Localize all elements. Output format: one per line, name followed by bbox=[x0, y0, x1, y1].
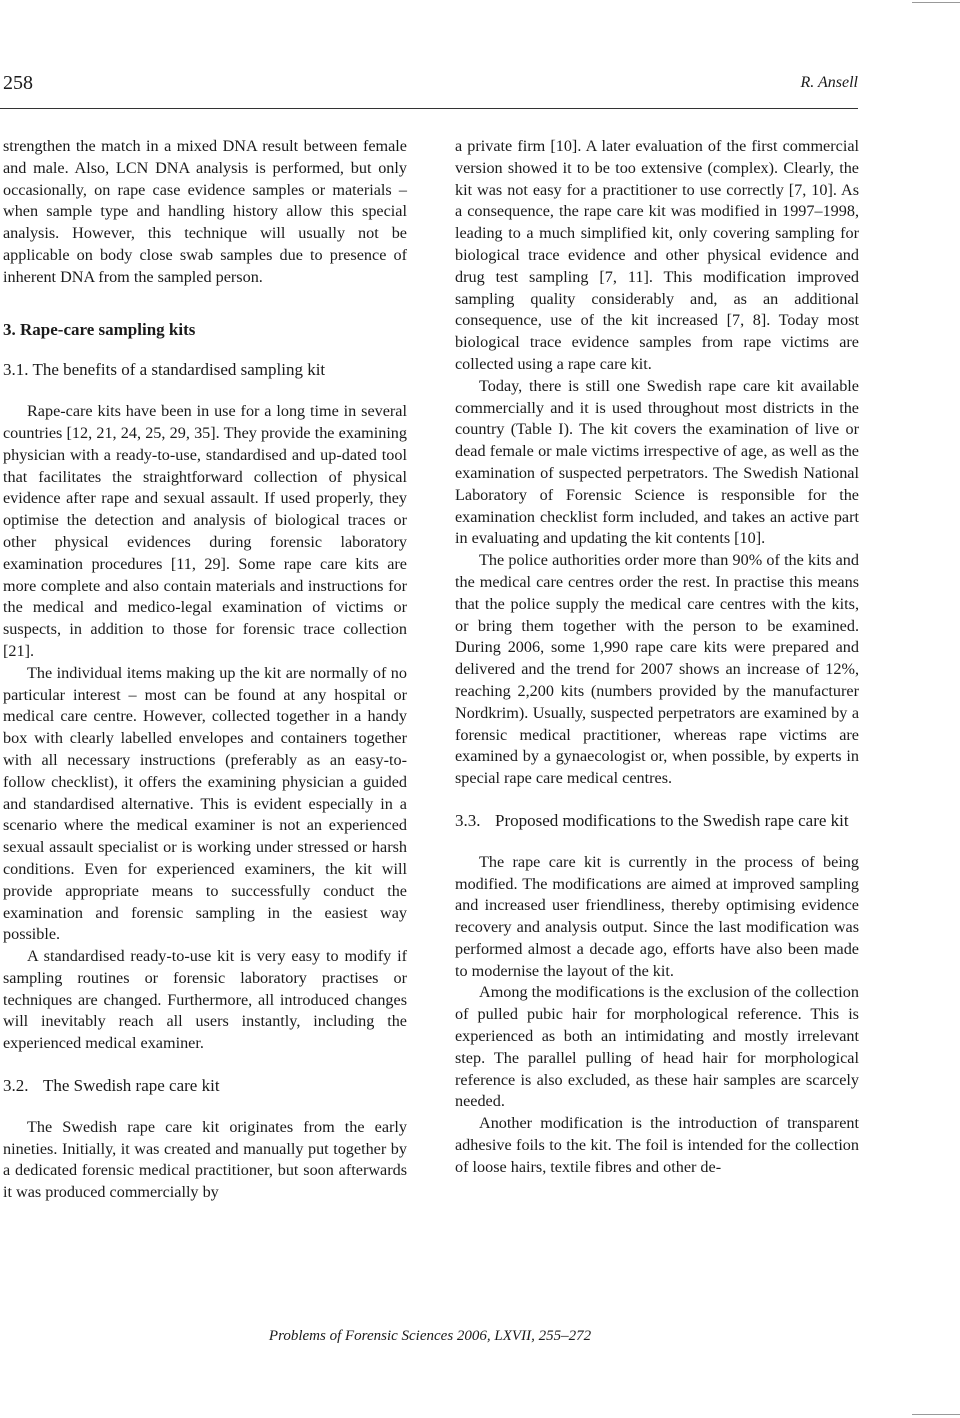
running-author: R. Ansell bbox=[800, 74, 858, 91]
subsection-number: 3.1. bbox=[3, 360, 29, 380]
paragraph: Today, there is still one Swedish rape care kit available commercially and it is used throughout most districts in the country (Table I). The kit covers the examination of live or dead female or male victims irrespective of age, as well as the examination of suspected perpetrators. The Swedish National Laboratory of Forensic Science is responsible for the examination checklist form included, and takes an active part in evaluating and updating the kit contents [10]. bbox=[455, 376, 859, 548]
subsection-title bbox=[3, 359, 407, 381]
paragraph: The rape care kit is currently in the process of being modified. The modifications are aimed at improved sampling and increased user friendliness, thereby optimising evidence recovery and analysis output. Since the last modification was performed almost a decade ago, efforts have also been made to modernise the layout of the kit. bbox=[455, 852, 859, 980]
left-column bbox=[3, 136, 407, 1204]
corner-mark-bottom bbox=[912, 1414, 960, 1415]
subsection-title bbox=[455, 810, 859, 832]
paragraph: Among the modifications is the exclusion of the collection of pulled pubic hair for morphological reference. This is experienced as both an intimidating and mostly irrelevant step. The parallel pulling of head hair for morphological reference is also excluded, as these hair samples are scarcely needed. bbox=[455, 983, 859, 1111]
corner-mark-top bbox=[912, 2, 960, 3]
subsection-title bbox=[3, 1075, 407, 1097]
right-column bbox=[455, 136, 859, 1179]
paragraph: A standardised ready-to-use kit is very easy to modify if sampling routines or forensic laboratory practises or techniques are changed. Furthermore, all introduced changes will inevitably reach all users instantly, including the experienced medical examiner. bbox=[3, 947, 407, 1053]
subsection-number: 3.3. bbox=[455, 810, 481, 830]
header-rule bbox=[0, 108, 858, 109]
subsection-number: 3.2. bbox=[3, 1076, 29, 1096]
subsection-heading: The benefits of a standardised sampling kit bbox=[32, 360, 326, 380]
footer-citation: Problems of Forensic Sciences 2006, LXVII, 255–272 bbox=[268, 1328, 592, 1344]
paragraph: Rape-care kits have been in use for a long time in several countries [12, 21, 24, 25, 29, 35]. They provide the examining physician with a ready-to-use, standardised and up-dated tool that facilitates the straightforward collection of physical evidence after rape and sexual assault. If used properly, they optimise the detection and analysis of biological traces or other physical evidences during forensic laboratory examination procedures [11, 29]. Some rape care kits are more complete and also contain materials and instructions for the medical and medico-legal examination of victims or suspects, in addition to those for forensic trace collection [21]. bbox=[3, 402, 407, 660]
paragraph: The police authorities order more than 90% of the kits and the medical care centres order the rest. In practise this means that the police supply the medical care centres with the kits, or bring them together with the person to be examined. During 2006, some 1,990 rape care kits were prepared and delivered and the trend for 2007 shows an increase of 12%, reaching 2,200 kits (numbers provided by the manufacturer Nordkrim). Usually, suspected perpetrators are examined by a forensic medical practitioner, whereas rape victims are examined by a gynaecologist or, when possible, by experts in special rape care medical centres. bbox=[455, 551, 859, 788]
section-title: 3. Rape-care sampling kits bbox=[3, 319, 196, 339]
paragraph: Another modification is the introduction of transparent adhesive foils to the kit. The foil is intended for the collection of loose hairs, textile fibres and other de- bbox=[455, 1114, 859, 1176]
subsection-heading: The Swedish rape care kit bbox=[43, 1076, 220, 1096]
paragraph: The individual items making up the kit are normally of no particular interest – most can be found at any hospital or medical care centre. However, collected together in a handy box with clearly labelled envelopes and containers together with all necessary instructions (preferably as an easy-to-follow checklist), it offers the examining physician a guided and standardised alternative. This is evident especially in a scenario where the medical examiner is not an experienced sexual assault specialist or is working under stressed or harsh conditions. Even for experienced examiners, the kit will provide appropriate means to successfully conduct the examination and forensic sampling in the easiest way possible. bbox=[3, 663, 407, 944]
subsection-heading: Proposed modifications to the Swedish rape care kit bbox=[495, 810, 849, 830]
paragraph: The Swedish rape care kit originates from the early nineties. Initially, it was created and manually put together by a dedicated forensic medical practitioner, but soon afterwards it was produced commercially by bbox=[3, 1117, 407, 1202]
page-number: 258 bbox=[3, 72, 33, 94]
paragraph: strengthen the match in a mixed DNA result between female and male. Also, LCN DNA analysis is performed, but only occasionally, on rape case evidence samples or materials – when sample type and handling history allow this special analysis. However, this technique will usually not be applicable on body close swab samples due to presence of inherent DNA from the sampled person. bbox=[3, 137, 407, 286]
paragraph: a private firm [10]. A later evaluation of the first commercial version showed it to be too extensive (complex). Clearly, the kit was not easy for a practitioner to use correctly [7, 10]. As a consequence, the rape care kit was modified in 1997–1998, leading to a much simplified kit, only covering sampling for biological trace evidence and other physical evidence and drug test sampling [7, 11]. This modification improved sampling quality considerably and, as an additional consequence, use of the kit increased [7, 8]. Today most biological trace evidence samples from rape victims are collected using a rape care kit. bbox=[455, 137, 859, 373]
